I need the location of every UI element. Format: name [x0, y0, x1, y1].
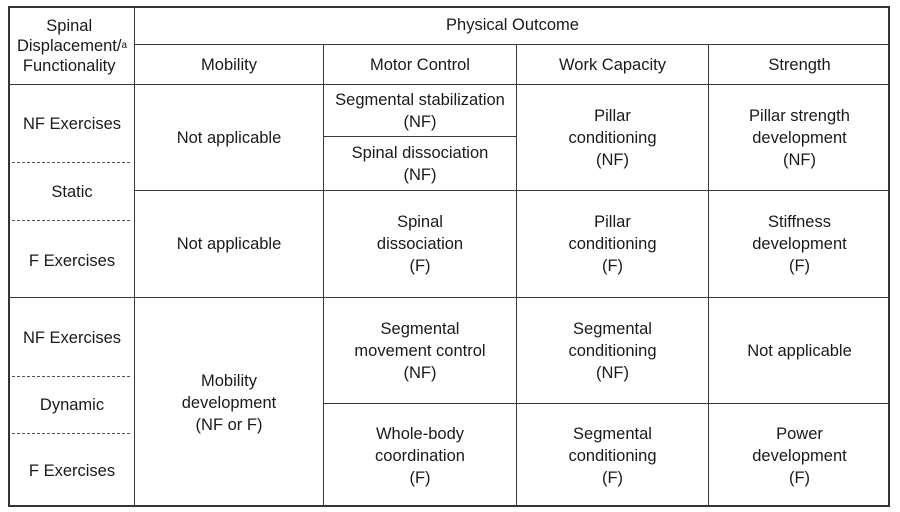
static-nf-work-capacity: Pillar conditioning (NF) — [568, 106, 657, 169]
row-label-static: Static — [51, 183, 93, 201]
dash-dynamic-1 — [12, 376, 130, 377]
static-f-work-capacity: Pillar conditioning (F) — [568, 213, 657, 275]
dash-dynamic-2 — [12, 433, 130, 434]
static-nf-strength: Pillar strength development (NF) — [749, 106, 850, 169]
static-f-motor-control: Spinal dissociation (F) — [376, 213, 464, 275]
dynamic-nf-strength: Not applicable — [747, 341, 852, 360]
row-label-static-f: F Exercises — [28, 252, 116, 270]
dynamic-nf-motor-control: Segmental movement control (NF) — [354, 319, 486, 382]
static-nf-motor-control-stabilization: Segmental stabilization (NF) — [335, 90, 505, 131]
col-header-mobility: Mobility — [201, 55, 257, 74]
row-label-dynamic: Dynamic — [39, 396, 105, 414]
dash-static-2 — [12, 220, 130, 221]
dynamic-nf-work-capacity: Segmental conditioning (NF) — [568, 319, 657, 382]
col-header-work-capacity: Work Capacity — [559, 55, 666, 74]
static-nf-mobility: Not applicable — [176, 128, 282, 147]
dynamic-f-motor-control: Whole-body coordination (F) — [375, 424, 465, 487]
col-header-motor-control: Motor Control — [370, 55, 470, 74]
col-header-strength: Strength — [768, 55, 831, 74]
row-label-dynamic-f: F Exercises — [28, 462, 116, 480]
corner-header: Spinal Displacement/ Functionality a — [16, 17, 128, 75]
corner-label: Spinal Displacement/ Functionality — [16, 17, 122, 75]
dash-static-1 — [12, 162, 130, 163]
dynamic-f-strength: Power development (F) — [752, 424, 847, 487]
dynamic-mobility: Mobility development (NF or F) — [181, 371, 277, 434]
static-f-mobility: Not applicable — [176, 235, 282, 253]
dynamic-f-work-capacity: Segmental conditioning (F) — [568, 424, 657, 487]
group-title: Physical Outcome — [446, 16, 579, 34]
row-label-static-nf: NF Exercises — [22, 115, 122, 133]
row-label-dynamic-nf: NF Exercises — [22, 329, 122, 347]
static-f-strength: Stiffness development (F) — [752, 213, 847, 275]
static-nf-motor-control-dissociation: Spinal dissociation (NF) — [351, 143, 489, 184]
